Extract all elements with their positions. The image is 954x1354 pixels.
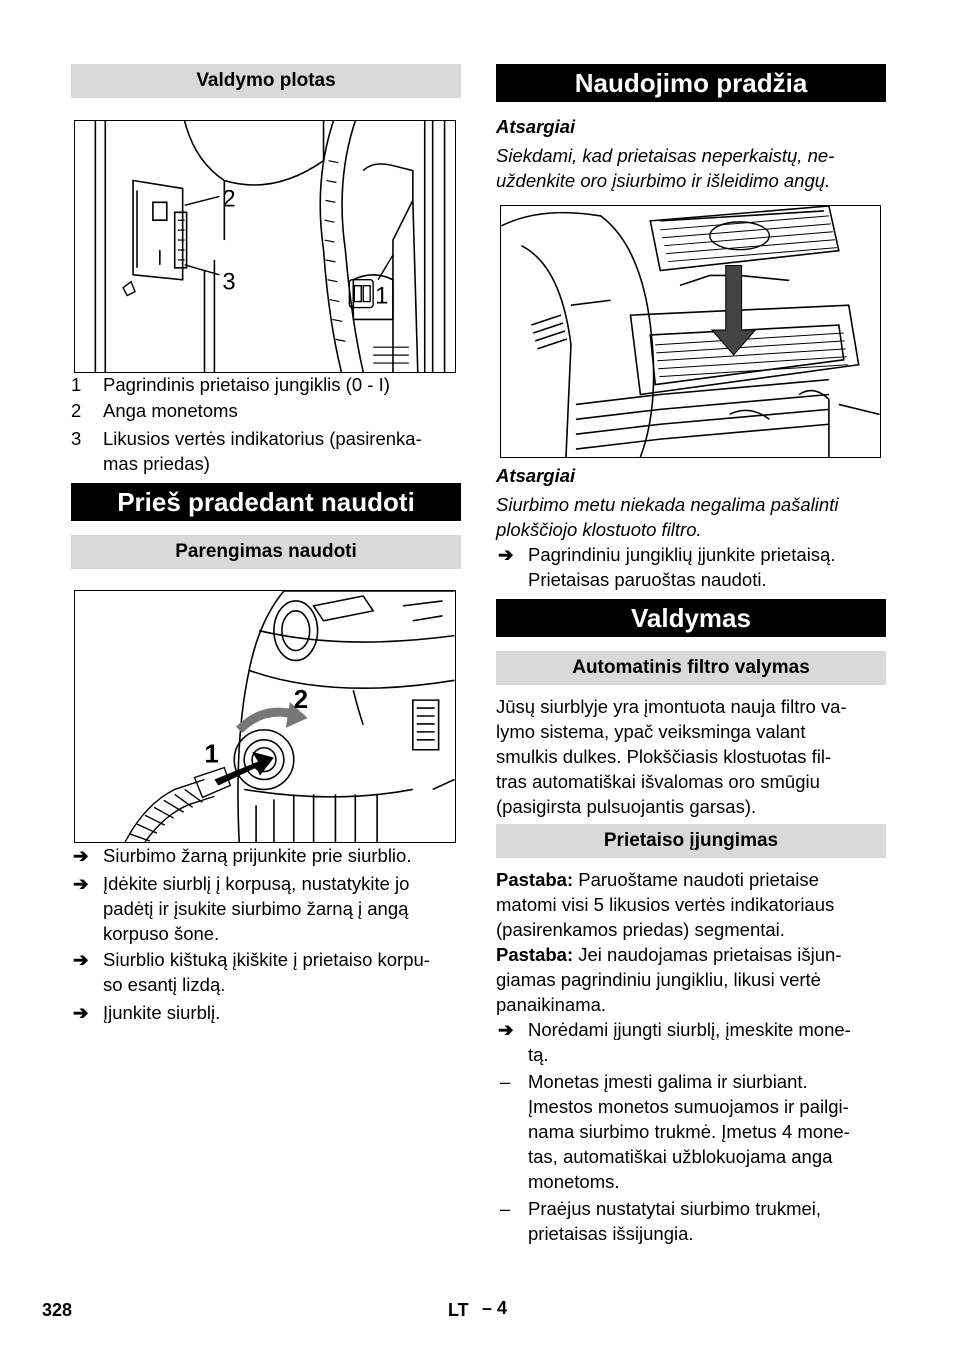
arrow-right-icon: ➔: [73, 873, 89, 894]
arrow-right-icon: ➔: [498, 1019, 514, 1040]
arrow-right-icon: ➔: [73, 1002, 89, 1023]
caution-label-1: Atsargiai: [496, 116, 576, 137]
heading-before-use: Prieš pradedant naudoti: [71, 483, 461, 521]
hose-connection-illustration: [74, 590, 456, 843]
callout-2: 2: [222, 185, 236, 213]
note-1-label: Pastaba:: [496, 869, 574, 890]
dash-bullet: –: [500, 1198, 511, 1219]
caution-text-2-line1: Siurbimo metu niekada negalima pašalinti: [496, 494, 839, 515]
note-1-line2: matomi visi 5 likusios vertės indikatoriaus: [496, 894, 835, 915]
heading-switching-on: Prietaiso įjungimas: [496, 824, 886, 858]
filter-text-line4: tras automatiškai išvalomas oro smūgiu: [496, 771, 820, 792]
arrow-right-icon: ➔: [73, 845, 89, 866]
filter-text-line1: Jūsų siurblyje yra įmontuota nauja filtro va-: [496, 696, 847, 717]
callout-3: 3: [222, 268, 236, 296]
callout-1: 1: [204, 740, 219, 769]
filter-insertion-illustration: [500, 205, 881, 458]
note-2-label: Pastaba:: [496, 944, 574, 965]
filter-text-line2: lymo sistema, ypač veiksminga valant: [496, 721, 806, 742]
arrow-right-icon: ➔: [498, 544, 514, 565]
caution-text-2-line2: plokščiojo klostuoto filtro.: [496, 519, 702, 540]
filter-text-line5: (pasigirsta pulsuojantis garsas).: [496, 796, 757, 817]
note-2-line2: giamas pagrindiniu jungikliu, likusi vertė: [496, 969, 821, 990]
heading-control-area: Valdymo plotas: [71, 64, 461, 98]
note-1-text: Paruoštame naudoti prietaise: [573, 869, 819, 890]
heading-auto-filter-cleaning: Automatinis filtro valymas: [496, 651, 886, 685]
page-number: 328: [42, 1300, 73, 1320]
note-1-line1: [496, 867, 886, 892]
caution-label-2: Atsargiai: [496, 465, 576, 486]
filter-text-line3: smulkis dulkes. Plokščiasis klostuotas fil-: [496, 746, 832, 767]
hose-connection-drawing: [75, 591, 455, 842]
note-2-line1: [496, 942, 886, 967]
heading-operation: Valdymas: [496, 599, 886, 637]
dash-bullet: –: [500, 1071, 511, 1092]
note-2-line3: panaikinama.: [496, 994, 607, 1015]
control-panel-drawing: [75, 121, 455, 372]
heading-start-of-use: Naudojimo pradžia: [496, 64, 886, 102]
callout-2: 2: [293, 686, 309, 715]
arrow-right-icon: ➔: [73, 949, 89, 970]
caution-text-1-line2: uždenkite oro įsiurbimo ir išleidimo angų.: [496, 170, 831, 191]
language-code: LT: [448, 1300, 469, 1320]
note-1-line3: (pasirenkamos priedas) segmentai.: [496, 919, 785, 940]
filter-insertion-drawing: [501, 206, 880, 457]
note-2-text: Jei naudojamas prietaisas išjun-: [573, 944, 842, 965]
callout-1: 1: [375, 282, 389, 310]
caution-text-1-line1: Siekdami, kad prietaisas neperkaistų, ne-: [496, 145, 835, 166]
section-page: – 4: [482, 1298, 508, 1318]
heading-preparation: Parengimas naudoti: [71, 535, 461, 569]
control-panel-illustration: [74, 120, 456, 373]
